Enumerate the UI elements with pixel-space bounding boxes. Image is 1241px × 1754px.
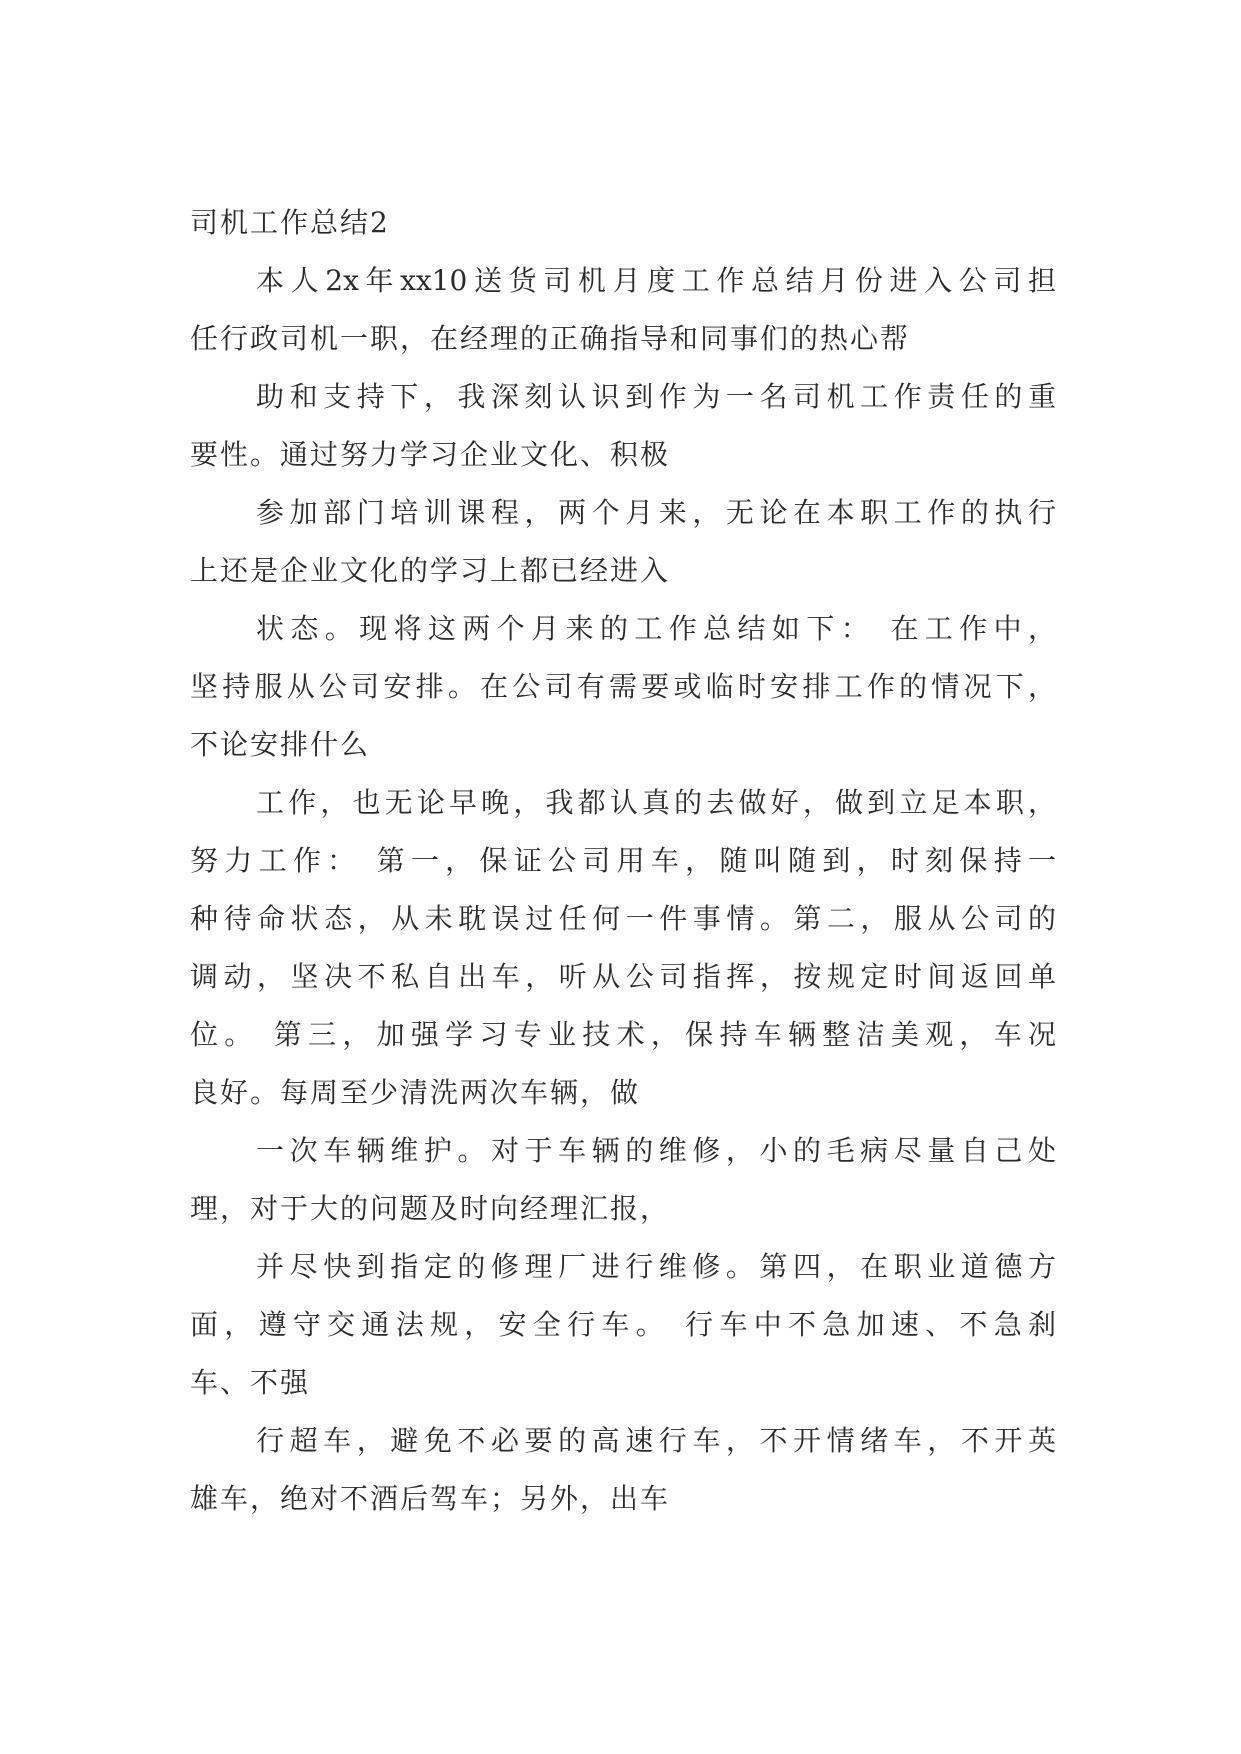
text-line: 坚持服从公司安排。在公司有需要或临时安排工作的情况下，: [190, 670, 1056, 703]
text-line: 调动，坚决不私自出车，听从公司指挥，按规定时间返回单: [190, 960, 1056, 993]
text-line: 并尽快到指定的修理厂进行维修。第四，在职业道德方: [256, 1250, 1056, 1283]
text-line: 本人2x年xx10送货司机月度工作总结月份进入公司担: [256, 264, 1056, 297]
text-line: 参加部门培训课程，两个月来，无论在本职工作的执行: [256, 496, 1056, 529]
paragraph-lines: [190, 252, 1056, 1528]
text-line: 理，对于大的问题及时向经理汇报，: [190, 1192, 671, 1225]
text-line: 行超车，避免不必要的高速行车，不开情绪车，不开英: [256, 1424, 1056, 1457]
text-line: 状态。现将这两个月来的工作总结如下： 在工作中，: [256, 612, 1056, 645]
text-line: 任行政司机一职，在经理的正确指导和同事们的热心帮: [190, 322, 911, 355]
text-line: 不论安排什么: [190, 728, 371, 761]
text-line: 努力工作： 第一，保证公司用车，随叫随到，时刻保持一: [190, 844, 1056, 877]
text-line: 雄车，绝对不酒后驾车；另外，出车: [190, 1482, 671, 1515]
text-line: 助和支持下，我深刻认识到作为一名司机工作责任的重: [256, 380, 1056, 413]
text-line: 要性。通过努力学习企业文化、积极: [190, 438, 671, 471]
text-line: 上还是企业文化的学习上都已经进入: [190, 554, 671, 587]
text-line: 工作，也无论早晚，我都认真的去做好，做到立足本职，: [256, 786, 1056, 819]
text-line: 种待命状态，从未耽误过任何一件事情。第二，服从公司的: [190, 902, 1056, 935]
document-body: [190, 194, 1056, 1528]
text-line: 位。 第三，加强学习专业技术，保持车辆整洁美观，车况: [190, 1018, 1056, 1051]
text-line: 一次车辆维护。对于车辆的维修，小的毛病尽量自己处: [256, 1134, 1056, 1167]
text-line: 面，遵守交通法规，安全行车。 行车中不急加速、不急刹: [190, 1308, 1056, 1341]
text-line: 车、不强: [190, 1366, 311, 1399]
text-line: 良好。每周至少清洗两次车辆，做: [190, 1076, 641, 1109]
document-title: 司机工作总结2: [190, 206, 390, 239]
